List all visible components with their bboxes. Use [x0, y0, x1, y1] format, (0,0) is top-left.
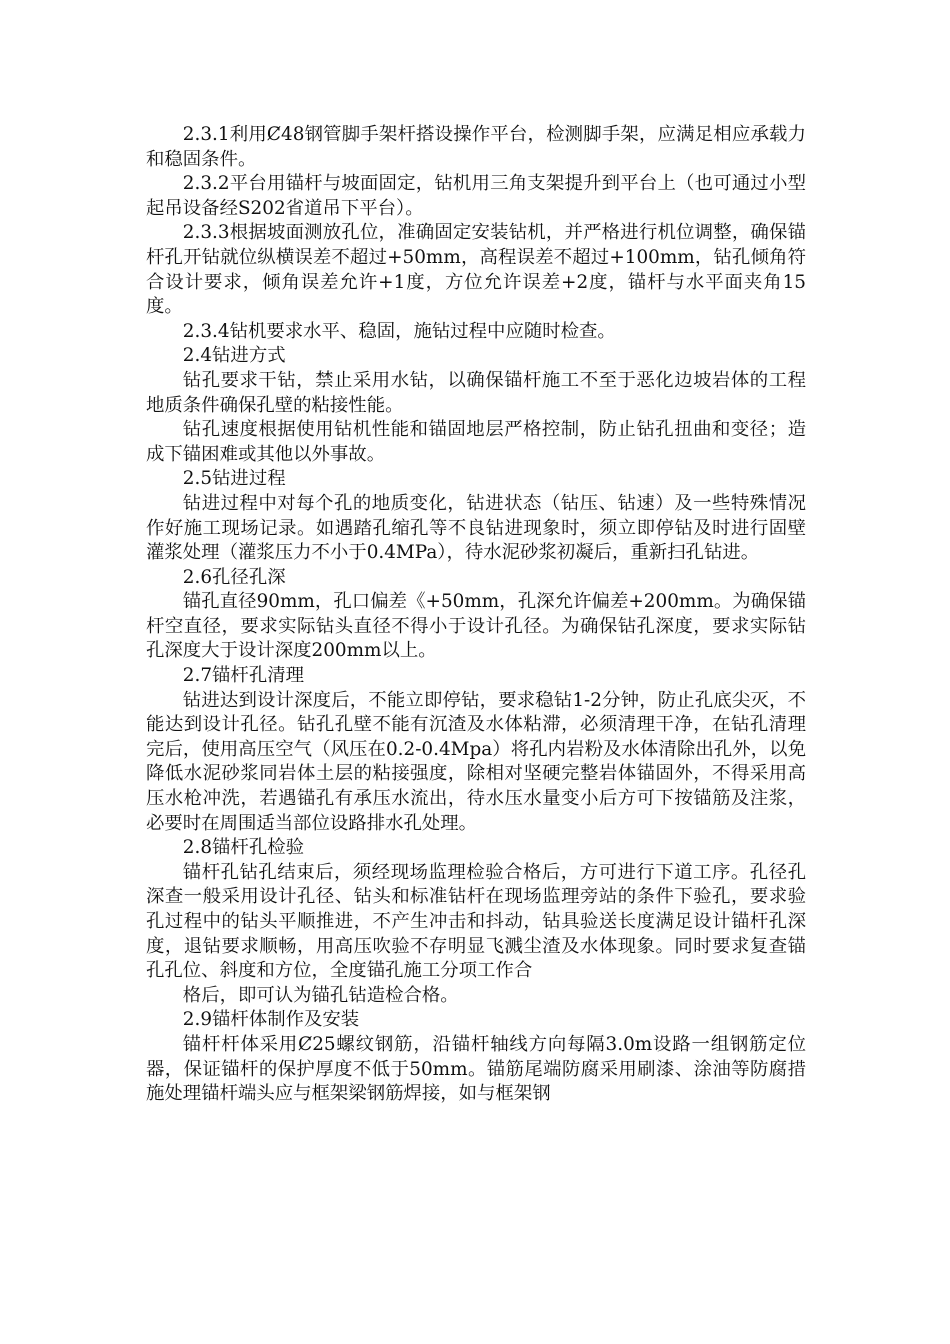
paragraph-hole-cleaning: 钻进达到设计深度后，不能立即停钻，要求稳钻1-2分钟，防止孔底尖灭，不能达到设计孔径。钻孔孔壁不能有沉渣及水体粘滞，必须清理干净，在钻孔清理完后，使用高压空气（风压在0.2-0.4Mpa）将孔内岩粉及水体清除出孔外，以免降低水泥砂浆同岩体土层的粘接强度，除相对坚硬完整岩体锚固外，不得采用高压水枪冲洗，若遇锚孔有承压水流出，待水压水量变小后方可下按锚筋及注浆，必要时在周围适当部位设路排水孔处理。	[146, 689, 806, 834]
paragraph-2-3-1: 2.3.1利用Ȼ48钢管脚手架杆搭设操作平台，检测脚手架，应满足相应承载力和稳固条件。	[146, 124, 806, 170]
paragraph-2-3-4: 2.3.4钻机要求水平、稳固，施钻过程中应随时检查。	[182, 320, 616, 342]
section-heading-2-9: 2.9锚杆体制作及安装	[182, 1009, 360, 1031]
paragraph-dry-drilling: 钻孔要求干钻，禁止采用水钻，以确保锚杆施工不至于恶化边坡岩体的工程地质条件确保孔壁的粘接性能。	[146, 369, 806, 416]
section-heading-2-5: 2.5钻进过程	[182, 468, 286, 490]
paragraph-inspection-pass: 格后，即可认为锚孔钻造检合格。	[182, 984, 459, 1006]
paragraph-drilling-process: 钻进过程中对每个孔的地质变化，钻进状态（钻压、钻速）及一些特殊情况作好施工现场记录。如遇踏孔缩孔等不良钻进现象时，须立即停钻及时进行固壁灌浆处理（灌浆压力不小于0.4MPa），待水泥砂浆初凝后，重新扫孔钻进。	[146, 492, 806, 564]
paragraph-anchor-fabrication: 锚杆杆体采用Ȼ25螺纹钢筋，沿锚杆轴线方向每隔3.0m设路一组钢筋定位器，保证锚杆的保护厚度不低于50mm。锚筋尾端防腐采用刷漆、涂油等防腐措施处理锚杆端头应与框架梁钢筋焊接，如与框架钢	[146, 1033, 806, 1105]
paragraph-2-3-3: 2.3.3根据坡面测放孔位，准确固定安装钻机，并严格进行机位调整，确保锚杆孔开钻就位纵横误差不超过+50mm，高程误差不超过+100mm，钻孔倾角符合设计要求，倾角误差允许+1度，方位允许误差+2度，锚杆与水平面夹角15度。	[146, 222, 806, 318]
section-heading-2-7: 2.7锚杆孔清理	[182, 665, 304, 687]
paragraph-hole-inspection: 锚杆孔钻孔结束后，须经现场监理检验合格后，方可进行下道工序。孔径孔深查一般采用设计孔径、钻头和标准钻杆在现场监理旁站的条件下验孔，要求验孔过程中的钻头平顺推进，不产生冲击和抖动，钻具验送长度满足设计锚杆孔深度，退钻要求顺畅，用高压吹验不存明显飞溅尘渣及水体现象。同时要求复查锚孔孔位、斜度和方位，全度锚孔施工分项工作合	[146, 861, 806, 982]
section-heading-2-8: 2.8锚杆孔检验	[182, 837, 304, 859]
document-page	[146, 123, 806, 1107]
section-heading-2-4: 2.4钻进方式	[182, 345, 286, 367]
section-heading-2-6: 2.6孔径孔深	[182, 566, 286, 588]
paragraph-hole-diameter: 锚孔直径90mm，孔口偏差《+50mm，孔深允许偏差+200mm。为确保锚杆空直径，要求实际钻头直径不得小于设计孔径。为确保钻孔深度，要求实际钻孔深度大于设计深度200mm以上。	[146, 591, 806, 662]
paragraph-2-3-2: 2.3.2平台用锚杆与坡面固定，钻机用三角支架提升到平台上（也可通过小型起吊设备经S202省道吊下平台）。	[146, 173, 806, 219]
paragraph-drilling-speed: 钻孔速度根据使用钻机性能和锚固地层严格控制，防止钻孔扭曲和变径；造成下锚困难或其他以外事故。	[146, 419, 806, 465]
